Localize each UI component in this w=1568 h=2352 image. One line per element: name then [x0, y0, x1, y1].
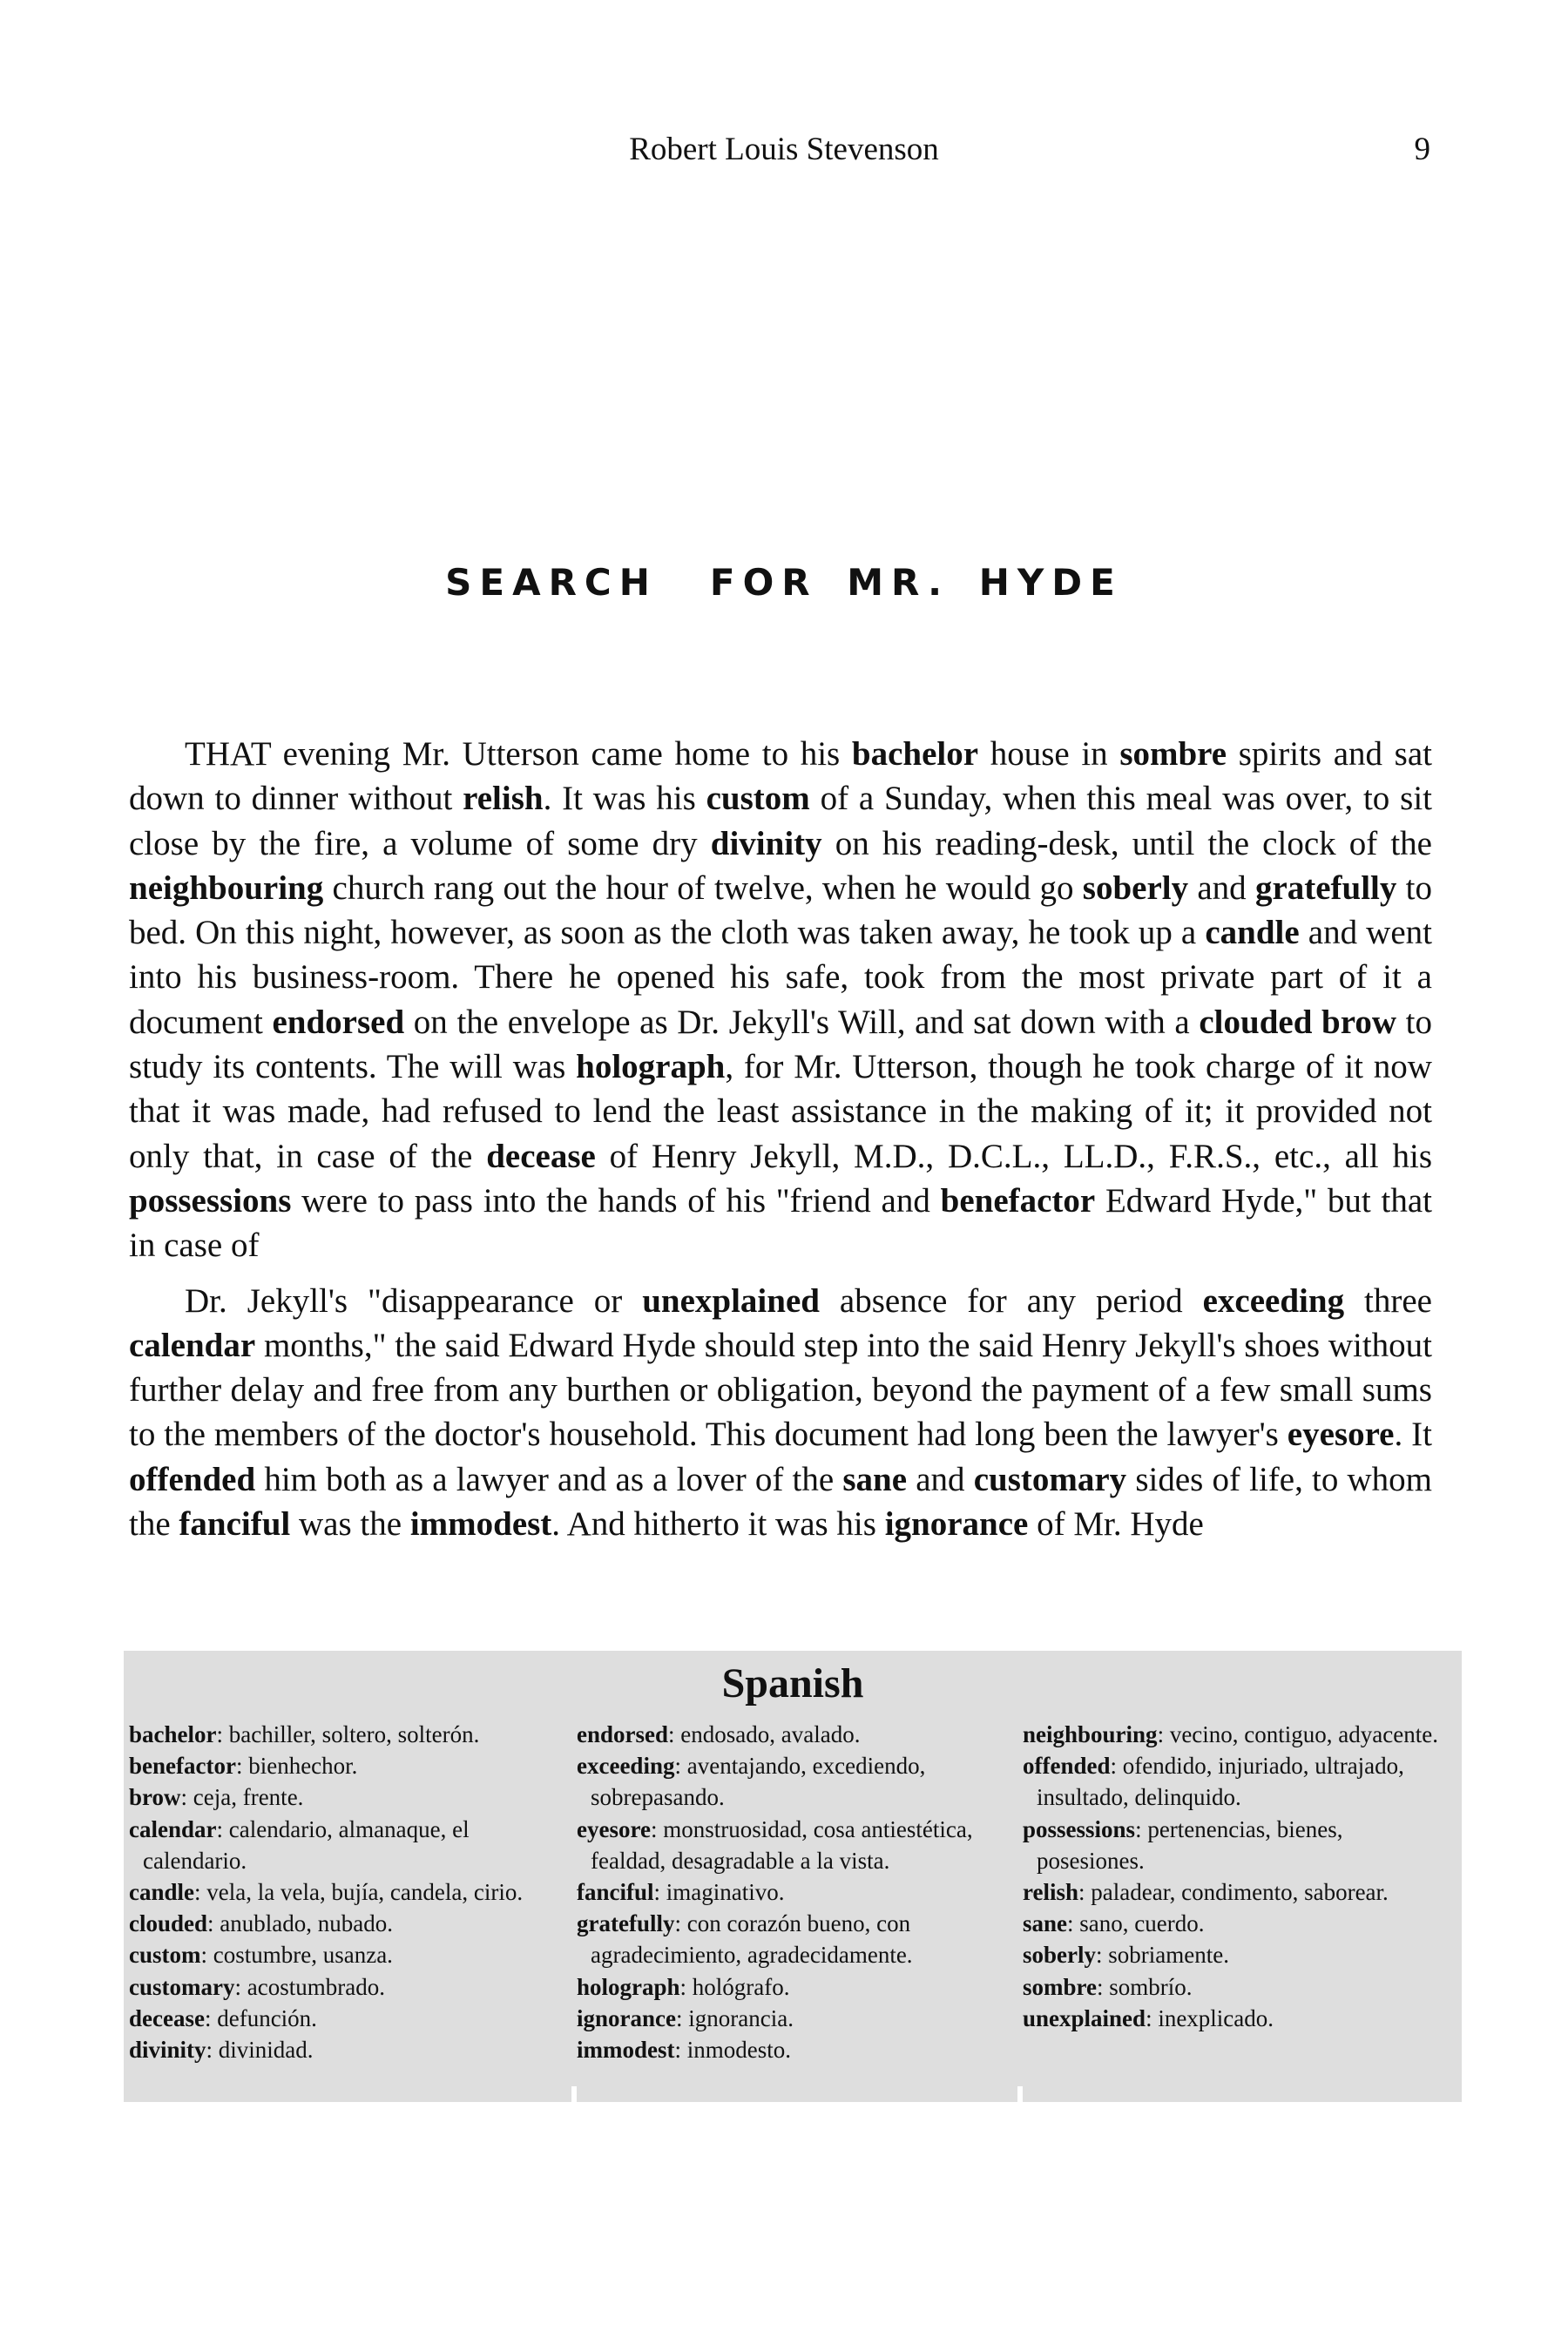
glossary-term: decease: [129, 2004, 205, 2031]
glossary-term: exceeding: [577, 1753, 675, 1780]
text-run: . It was his: [543, 780, 706, 818]
text-run: and: [907, 1460, 974, 1498]
glossary-definition: : defunción.: [204, 2004, 317, 2031]
text-run: Dr. Jekyll's "disappearance or: [185, 1281, 643, 1320]
glossary-definition: : vecino, contiguo, adyacente.: [1157, 1721, 1438, 1747]
glossary-column-3: [1023, 1719, 1450, 2034]
glossary-keyword: ignorance: [884, 1505, 1029, 1544]
glossary-keyword: candle: [1205, 914, 1300, 952]
glossary-term: endorsed: [577, 1721, 669, 1747]
glossary-keyword: soberly: [1082, 868, 1189, 907]
text-run: him both as a lawyer and as a lover of the: [255, 1460, 843, 1498]
glossary-keyword: benefactor: [940, 1181, 1096, 1220]
text-run: , for Mr. Utterson, though he took charge of it now that it was made, had refused to lend the least assistance in the making of it; it provided not only that, in case of the: [129, 1048, 1432, 1175]
glossary-term: neighbouring: [1023, 1721, 1158, 1747]
glossary-keyword: relish: [463, 780, 544, 818]
glossary-keyword: fanciful: [179, 1505, 291, 1544]
glossary-definition: : ceja, frente.: [180, 1784, 304, 1811]
text-run: of Henry Jekyll, M.D., D.C.L., LL.D., F.R.S., etc., all his: [595, 1137, 1432, 1175]
glossary-term: unexplained: [1023, 2004, 1146, 2031]
glossary-term: clouded: [129, 1910, 208, 1937]
glossary-definition: : sombrío.: [1097, 1973, 1193, 2000]
glossary-keyword: sombre: [1119, 735, 1227, 773]
glossary-definition: : inmodesto.: [674, 2037, 791, 2064]
glossary-term: offended: [1023, 1753, 1111, 1780]
glossary-entry: [577, 1908, 1004, 1970]
glossary-keyword: offended: [129, 1460, 256, 1498]
glossary-term: relish: [1023, 1879, 1079, 1906]
glossary-entry: [129, 1939, 556, 1970]
glossary-term: sane: [1023, 1910, 1068, 1937]
glossary-definition: : sobriamente.: [1096, 1942, 1229, 1969]
glossary-divider: [1017, 2086, 1023, 2102]
glossary-keyword: divinity: [710, 824, 822, 862]
glossary-keyword: bachelor: [851, 735, 979, 773]
glossary-entry: [1023, 1876, 1450, 1908]
page-number: 9: [1414, 132, 1430, 167]
glossary-definition: : pertenencias, bienes, posesiones.: [1037, 1815, 1343, 1874]
glossary-entry: [129, 1750, 556, 1781]
glossary-term: bachelor: [129, 1721, 217, 1747]
glossary-entry: [577, 1719, 1004, 1750]
glossary-entry: [1023, 1971, 1450, 2003]
glossary-keyword: clouded brow: [1199, 1003, 1396, 1041]
glossary-entry: [129, 1876, 556, 1908]
glossary-entry: [577, 2034, 1004, 2065]
glossary-term: candle: [129, 1879, 195, 1906]
glossary-entry: [129, 2034, 556, 2065]
glossary-keyword: custom: [706, 780, 810, 818]
glossary-keyword: possessions: [129, 1181, 292, 1220]
text-run: and went into his business-room. There he opened his safe, took from the most private part of it a document: [129, 914, 1432, 1041]
glossary-entry: [1023, 1719, 1450, 1750]
text-run: house in: [978, 735, 1120, 773]
glossary-entry: [129, 2003, 556, 2034]
text-run: of a Sunday, when this meal was over, to sit close by the fire, a volume of some dry: [129, 780, 1432, 862]
glossary-keyword: gratefully: [1254, 868, 1397, 907]
text-run: THAT evening Mr. Utterson came home to his: [185, 735, 852, 773]
glossary-keyword: holograph: [576, 1048, 726, 1086]
glossary-entry: [1023, 2003, 1450, 2034]
glossary-column-2: [577, 1719, 1004, 2065]
glossary-keyword: decease: [486, 1137, 596, 1175]
glossary-definition: : divinidad.: [206, 2037, 314, 2064]
text-run: church rang out the hour of twelve, when he would go: [323, 868, 1083, 907]
header-author: Robert Louis Stevenson: [629, 132, 939, 167]
glossary-entry: [577, 2003, 1004, 2034]
glossary-entry: [129, 1719, 556, 1750]
glossary-term: fanciful: [577, 1879, 654, 1906]
text-run: to bed. On this night, however, as soon as the cloth was taken away, he took up a: [129, 868, 1433, 952]
glossary-definition: : imaginativo.: [653, 1879, 785, 1906]
glossary-term: benefactor: [129, 1753, 236, 1780]
glossary-keyword: customary: [973, 1460, 1127, 1498]
glossary-definition: : anublado, nubado.: [207, 1910, 393, 1937]
glossary-divider: [571, 2086, 577, 2102]
running-header: [0, 131, 1568, 174]
glossary-entry: [577, 1750, 1004, 1813]
text-run: three: [1344, 1281, 1432, 1320]
glossary-entry: [129, 1781, 556, 1813]
glossary-definition: : vela, la vela, bujía, candela, cirio.: [194, 1879, 524, 1906]
glossary-definition: : con corazón bueno, con agradecimiento, agradecidamente.: [591, 1910, 913, 1969]
glossary-definition: : bienhechor.: [235, 1753, 358, 1780]
glossary-term: immodest: [577, 2037, 675, 2064]
glossary-definition: : calendario, almanaque, el calendario.: [143, 1815, 470, 1874]
glossary-term: calendar: [129, 1815, 217, 1842]
text-run: absence for any period: [819, 1281, 1203, 1320]
paragraph-2: [129, 1279, 1432, 1547]
glossary-term: possessions: [1023, 1815, 1136, 1842]
text-run: and: [1188, 868, 1255, 907]
text-run: on his reading-desk, until the clock of the: [821, 824, 1432, 862]
glossary-term: holograph: [577, 1973, 680, 2000]
glossary-entry: [1023, 1908, 1450, 1939]
glossary-entry: [1023, 1750, 1450, 1813]
glossary-term: ignorance: [577, 2004, 676, 2031]
text-run: spirits and sat down to dinner without: [129, 735, 1433, 818]
glossary-definition: : sano, cuerdo.: [1067, 1910, 1205, 1937]
text-run: of Mr. Hyde: [1028, 1505, 1204, 1544]
glossary-term: soberly: [1023, 1942, 1096, 1969]
paragraph-1: [129, 732, 1432, 1268]
glossary-definition: : endosado, avalado.: [668, 1721, 861, 1747]
glossary-title: Spanish: [721, 1660, 864, 1707]
chapter-title-part2: FOR MR. HYDE: [709, 561, 1123, 604]
glossary-term: custom: [129, 1942, 201, 1969]
glossary-term: brow: [129, 1784, 181, 1811]
glossary-definition: : ignorancia.: [676, 2004, 794, 2031]
glossary-term: sombre: [1023, 1973, 1097, 2000]
glossary-entry: [129, 1971, 556, 2003]
text-run: . It: [1394, 1416, 1432, 1454]
glossary-definition: : acostumbrado.: [234, 1973, 385, 2000]
text-run: to study its contents. The will was: [129, 1003, 1432, 1086]
glossary-definition: : aventajando, excediendo, sobrepasando.: [591, 1753, 926, 1811]
glossary-definition: : paladear, condimento, saborear.: [1078, 1879, 1389, 1906]
text-run: was the: [290, 1505, 410, 1544]
glossary-entry: [129, 1814, 556, 1876]
glossary-term: eyesore: [577, 1815, 651, 1842]
glossary-definition: : hológrafo.: [679, 1973, 790, 2000]
glossary-entry: [1023, 1814, 1450, 1876]
glossary-definition: : monstruosidad, cosa antiestética, fealdad, desagradable a la vista.: [591, 1815, 973, 1874]
glossary-definition: : costumbre, usanza.: [200, 1942, 393, 1969]
glossary-term: divinity: [129, 2037, 206, 2064]
glossary-entry: [1023, 1939, 1450, 1970]
glossary-entry: [577, 1971, 1004, 2003]
glossary-keyword: exceeding: [1202, 1281, 1345, 1320]
body-text: [129, 732, 1432, 1546]
glossary-keyword: neighbouring: [129, 868, 324, 907]
text-run: Edward Hyde," but that in case of: [129, 1181, 1432, 1265]
glossary-column-1: [129, 1719, 556, 2065]
chapter-title: [0, 561, 1568, 604]
chapter-title-part1: SEARCH: [445, 561, 658, 604]
glossary-term: gratefully: [577, 1910, 675, 1937]
glossary-keyword: immodest: [409, 1505, 552, 1544]
glossary-term: customary: [129, 1973, 235, 2000]
glossary-definition: : ofendido, injuriado, ultrajado, insultado, delinquido.: [1037, 1753, 1404, 1811]
glossary-keyword: eyesore: [1287, 1416, 1395, 1454]
text-run: were to pass into the hands of his "friend and: [291, 1181, 941, 1220]
text-run: . And hitherto it was his: [551, 1505, 885, 1544]
glossary-keyword: sane: [842, 1460, 908, 1498]
glossary-entry: [577, 1814, 1004, 1876]
glossary-box: [124, 1651, 1462, 2102]
text-run: sides of life, to whom the: [129, 1460, 1433, 1544]
glossary-definition: : bachiller, soltero, solterón.: [216, 1721, 480, 1747]
text-run: months," the said Edward Hyde should step into the said Henry Jekyll's shoes without further delay and free from any burthen or obligation, beyond the payment of a few small sums to the members of the doctor's household. This document had long been the lawyer's: [129, 1326, 1432, 1454]
glossary-keyword: endorsed: [272, 1003, 405, 1041]
glossary-keyword: unexplained: [642, 1281, 820, 1320]
glossary-definition: : inexplicado.: [1146, 2004, 1274, 2031]
glossary-entry: [129, 1908, 556, 1939]
text-run: on the envelope as Dr. Jekyll's Will, and sat down with a: [404, 1003, 1200, 1041]
glossary-entry: [577, 1876, 1004, 1908]
glossary-keyword: calendar: [129, 1326, 256, 1364]
